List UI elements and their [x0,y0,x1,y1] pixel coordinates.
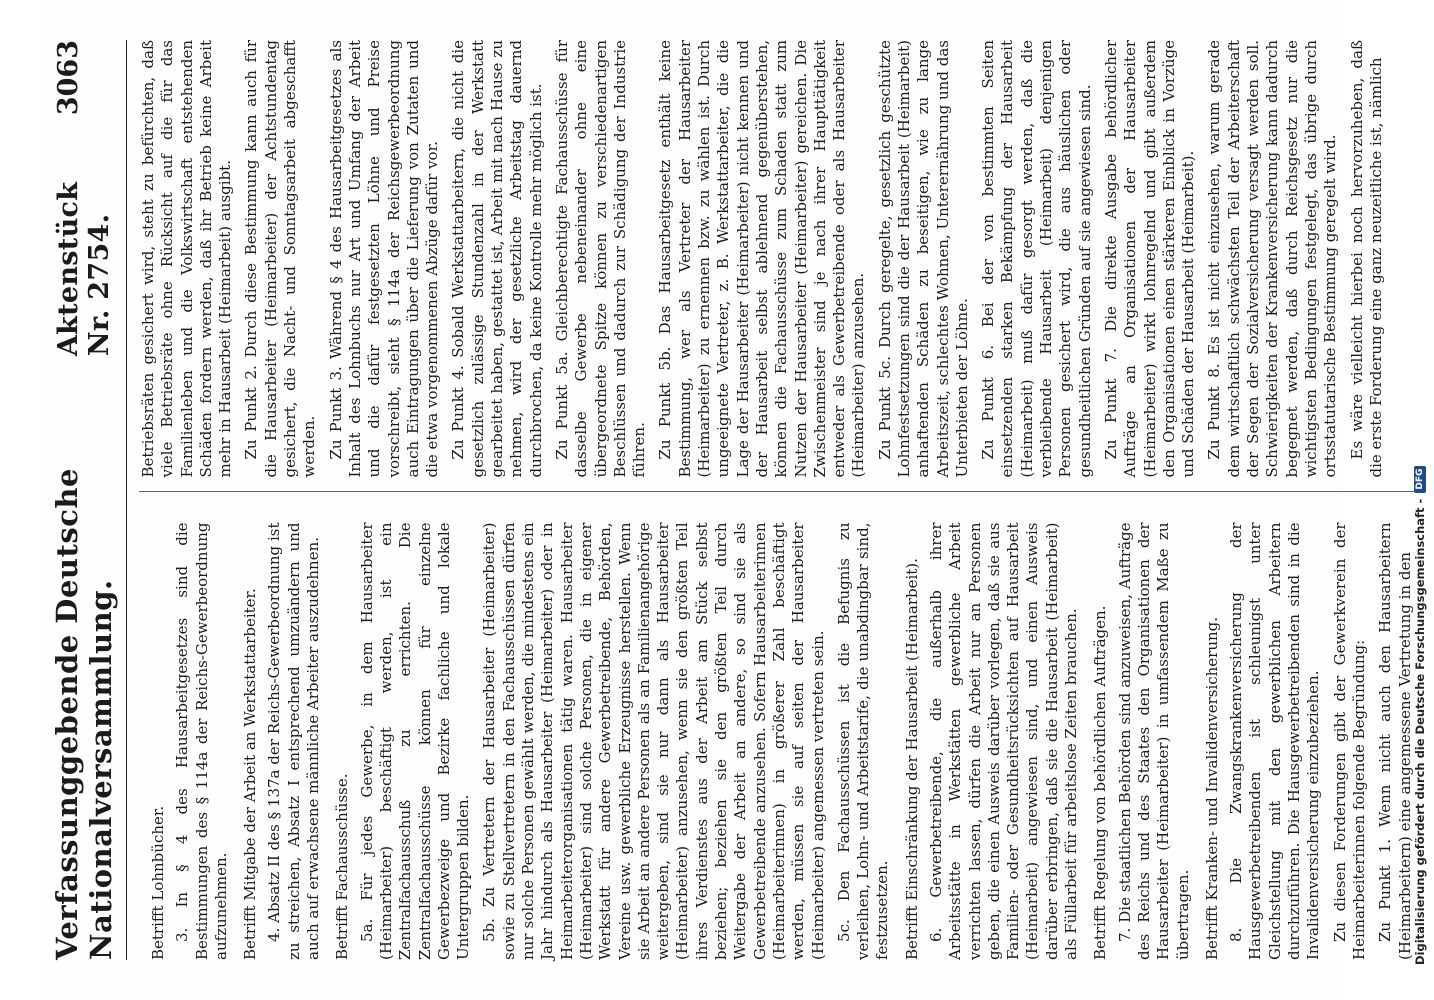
section-heading: Betrifft Regelung von behördlichen Aufträgen. [1091,605,1110,960]
paragraph: Zu Punkt 7. Die direkte Ausgabe behördlicher Aufträge an Organisationen der Hausarbeiter (Heimarbeiter) wirkt lohnregelnd und gibt außerdem den Organisationen einen stärkeren Einblick in Vorzüge und Schäden der Hausarbeit (Heimarbeit). [1101,40,1198,478]
paragraph: Betriebsräten gesichert wird, steht zu befürchten, daß viele Betriebsräte ohne Rücksicht auf die für das Familienleben und die Volkswirtschaft entstehenden Schäden fordern werden, daß ihr Betrieb keine Arbeit mehr in Hausarbeit (Heimarbeit) ausgibt. [139,40,235,478]
paragraph: Es wäre vielleicht hierbei noch hervorzuheben, daß die erste Forderung eine ganz neuzeitliche ist, nämlich [1347,40,1385,478]
paragraph: 7. Die staatlichen Behörden sind anzuweisen, Aufträge des Reichs und des Staates den Organisationen der Hausarbeiter (Heimarbeiter) in umfassendem Maße zu übertragen. [1115,522,1192,960]
digitization-credit [1410,205,1430,965]
paragraph: Zu Punkt 4. Sobald Werkstattarbeitern, die nicht die gesetzlich zulässige Stundenzahl in der Werkstatt gearbeitet haben, gestattet ist, Arbeit mit nach Hause zu nehmen, wird der gesetzliche Arbeitstag dauernd durchbrochen, da keine Kontrolle mehr möglich ist. [449,40,545,478]
paragraph: 5b. Zu Vertretern der Hausarbeiter (Heimarbeiter) sowie zu Stellvertretern in den Fachausschüssen dürfen nur solche Personen gewählt werden, die mindestens ein Jahr hindurch als Hausarbeiter (Heimarbeiter) oder in Heimarbeiterorganisationen tätig waren. Hausarbeiter (Heimarbeiter) sind solche Personen, die in eigener Werkstatt für andere Gewerbetreibende, Behörden, Vereine usw. gewerbliche Erzeugnisse herstellen. Wenn sie Arbeit an andere Personen als an Familienangehörige weitergeben, sind sie nur dann als Hausarbeiter (Heimarbeiter) anzusehen, wenn sie den größten Teil ihres Verdienstes aus der Arbeit am Stück selbst beziehen; beziehen sie den größten Teil durch Weitergabe der Arbeit an andere, so sind sie als Gewerbetreibende anzusehen. Sofern Hausarbeiterinnen (Heimarbeiterinnen) in größerer Zahl beschäftigt werden, müssen sie auf seiten der Hausarbeiter (Heimarbeiter) angemessen vertreten sein. [480,522,827,960]
section-heading: Betrifft Lohnbücher. [149,805,167,960]
right-column [139,40,1422,493]
paragraph: Zu Punkt 2. Durch diese Bestimmung kann auch für die Hausarbeiter (Heimarbeiter) der Achtstundentag gesichert, die Nacht- und Sonntagsarbeit abgeschafft werden. [242,40,319,478]
paragraph: Zu Punkt 1. Wenn nicht auch den Hausarbeitern (Heimarbeitern) eine angemessene Vertretung in den [1376,522,1414,960]
credit-text: Digitalisierung gefördert durch die Deutsche Forschungsgemeinschaft - [1413,498,1427,965]
paragraph: Zu Punkt 6. Bei der von bestimmten Seiten einsetzenden starken Bekämpfung der Hausarbeit (Heimarbeit) muß dafür gesorgt werden, daß die verbleibende Hausarbeit (Heimarbeit) denjenigen Personen gesichert wird, die aus häuslichen oder gesundheitlichen Gründen auf sie angewiesen sind. [979,40,1094,478]
paragraph: 6. Gewerbetreibende, die außerhalb ihrer Arbeitsstätte in Werkstätten gewerbliche Arbeit verrichten lassen, dürfen die Arbeit nur an Personen geben, die einen Ausweis darüber vorlegen, daß sie aus Familien- oder Gesundheitsrücksichten auf Hausarbeit (Heimarbeit) angewiesen sind, und einen Ausweis darüber erbringen, daß sie die Hausarbeit (Heimarbeit) als Füllarbeit für arbeitslose Zeiten brauchen. [926,522,1081,960]
section-heading: Betrifft Kranken- und Invalidenversicherung. [1202,616,1221,960]
document-number: Aktenstück Nr. 2754. [53,181,115,357]
running-head [50,40,127,960]
scanned-page [40,0,1414,1000]
paragraph: Zu diesen Forderungen gibt der Gewerkverein der Heimarbeiterinnen folgende Begründung: [1330,522,1368,960]
section-heading: Betrifft Mitgabe der Arbeit an Werkstattarbeiter. [241,588,260,960]
paragraph: 3. In § 4 des Hausarbeitgesetzes sind die Bestimmungen des § 114a der Reichs-Gewerbeordnung aufzunehmen. [173,522,230,960]
section-heading: Betrifft Fachausschüsse. [333,773,352,960]
paragraph: 8. Die Zwangskrankenversicherung der Hausgewerbetreibenden ist schleunigst unter Gleichstellung mit den gewerblichen Arbeitern durchzuführen. Die Hausgewerbetreibenden sind in die Invalidenversicherung einzubeziehen. [1227,522,1323,960]
paragraph: Zu Punkt 3. Während § 4 des Hausarbeitgesetzes als Inhalt des Lohnbuchs nur Art und Umfang der Arbeit und die dafür festgesetzten Löhne und Preise vorschreibt, sieht § 114a der Reichsgewerbeordnung auch Eintragungen über die Lieferung von Zutaten und die etwa vorgenommenen Abzüge dafür vor. [326,40,442,478]
paragraph: 5a. Für jedes Gewerbe, in dem Hausarbeiter (Heimarbeiter) beschäftigt werden, ist ein Zentralfachausschuß zu errichten. Die Zentralfachausschüsse können für einzelne Gewerbezweige und Bezirke fachliche und lokale Untergruppen bilden. [357,522,473,960]
paragraph: Zu Punkt 8. Es ist nicht einzusehen, warum gerade dem wirtschaftlich schwächsten Teil der Arbeiterschaft der Segen der Sozialversicherung versagt werden soll. Schwierigkeiten der Krankenversicherung kann dadurch begegnet werden, daß durch Reichsgesetz nur die wichtigsten Bedingungen festgelegt, das übrige durch ortsstatutarische Bestimmung geregelt wird. [1205,40,1340,478]
text-columns [139,40,1422,960]
paragraph: Zu Punkt 5a. Gleichberechtigte Fachausschüsse für dasselbe Gewerbe nebeneinander ohne eine übergeordnete Spitze können zu verschiedenartigen Beschlüssen und dadurch zur Schädigung der Industrie führen. [552,40,649,478]
page-number: 3063 [53,40,84,116]
paragraph: 5c. Den Fachausschüssen ist die Befugnis zu verleihen, Lohn- und Arbeitstarife, die unabdingbar sind, festzusetzen. [834,522,892,960]
paragraph: Zu Punkt 5b. Das Hausarbeitgesetz enthält keine Bestimmung, wer als Vertreter der Hausarbeiter (Heimarbeiter) zu ernennen bzw. zu wählen ist. Durch ungeeignete Vertreter, z. B. Werkstattarbeiter, die die Lage der Hausarbeiter (Heimarbeiter) nicht kennen und der Hausarbeit selbst ablehnend gegenüberstehen, können die Fachausschüsse zum Schaden statt zum Nutzen der Hausarbeiter (Heimarbeiter) gereichen. Die Zwischenmeister sind je nach ihrer Haupttätigkeit entweder als Gewerbetreibende oder als Hausarbeiter (Heimarbeiter) anzusehen. [656,40,868,478]
paragraph: Zu Punkt 5c. Durch geregelte, gesetzlich geschützte Lohnfestsetzungen sind die der Hausarbeit (Heimarbeit) anhaftenden Schäden zu beseitigen, wie zu lange Arbeitszeit, schlechtes Wohnen, Unterernährung und das Unterbieten der Löhne. [875,40,971,478]
page-title: Verfassunggebende Deutsche Nationalversammlung. [50,468,118,960]
dfg-logo: DFG [1414,466,1426,493]
left-column [139,523,1422,961]
section-heading: Betrifft Einschränkung der Hausarbeit (Heimarbeit). [902,558,921,960]
paragraph: 4. Absatz II des § 137a der Reichs-Gewerbeordnung ist zu streichen, Absatz I entsprechend umzuändern und auch auf erwachsene männliche Arbeiter auszudehnen. [265,522,323,960]
